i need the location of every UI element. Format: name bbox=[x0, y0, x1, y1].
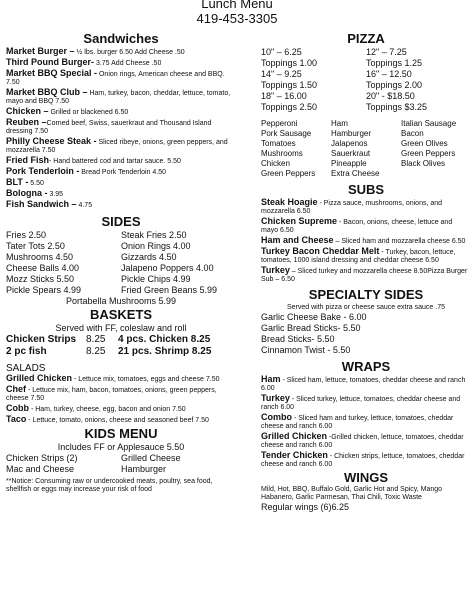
menu-cell: Jalapeno Poppers 4.00 bbox=[121, 263, 214, 273]
menu-cell: 18" – 16.00 bbox=[261, 91, 307, 101]
menu-cell: Toppings 2.50 bbox=[261, 102, 318, 112]
kids-heading: KIDS MENU bbox=[84, 426, 158, 441]
item-name: Tender Chicken bbox=[261, 450, 328, 460]
specialty-item: Garlic Cheese Bake - 6.00 bbox=[261, 312, 367, 322]
basket-price: 8.25 bbox=[86, 346, 106, 357]
item-name: Combo bbox=[261, 412, 292, 422]
menu-cell: Bacon bbox=[401, 129, 424, 138]
basket-row bbox=[6, 346, 236, 358]
pizza-toppings bbox=[261, 119, 471, 179]
item-description: - Ham, turkey, cheese, egg, bacon and onion 7.50 bbox=[29, 406, 186, 413]
menu-item bbox=[6, 167, 236, 177]
menu-cell: Jalapenos bbox=[331, 139, 368, 148]
item-name: Ham and Cheese bbox=[261, 235, 334, 245]
item-description: Sliced ribeye, onions, green peppers, and mozzarella 7.50 bbox=[6, 139, 228, 154]
item-name: Market BBQ Club – bbox=[6, 87, 88, 97]
menu-row bbox=[261, 169, 471, 179]
menu-cell: Sauerkraut bbox=[331, 149, 371, 158]
menu-cell: 14" – 9.25 bbox=[261, 69, 302, 79]
pizza-heading: PIZZA bbox=[347, 31, 385, 46]
item-description: - Sliced turkey, lettuce, tomatoes, cheddar cheese and ranch 6.00 bbox=[261, 396, 461, 411]
menu-cell: Toppings 1.25 bbox=[366, 58, 423, 68]
menu-row bbox=[261, 91, 471, 102]
item-description: – Sliced turkey and mozzarella cheese 8.50Pizza Burger Sub – 6.50 bbox=[261, 268, 468, 283]
kids-list bbox=[6, 453, 236, 475]
item-description: - Lettuce, tomato, onions, cheese and seasoned beef 7.50 bbox=[26, 417, 209, 424]
menu-cell: Green Olives bbox=[401, 139, 448, 148]
menu-item bbox=[6, 189, 236, 199]
menu-item bbox=[261, 413, 471, 431]
menu-item bbox=[6, 200, 236, 210]
basket-item: Chicken Strips bbox=[6, 334, 77, 345]
item-description: 3.95 bbox=[47, 191, 64, 198]
menu-cell: 20" - $18.50 bbox=[366, 91, 415, 101]
item-description: - Sliced ham, lettuce, tomatoes, cheddar cheese and ranch 6.00 bbox=[261, 377, 466, 392]
food-safety-notice: **Notice: Consuming raw or undercooked meats, poultry, sea food, shellfish or eggs may increase your risk of food bbox=[6, 478, 213, 493]
menu-item bbox=[261, 198, 471, 216]
menu-cell: Tomatoes bbox=[261, 139, 296, 148]
menu-cell: Fried Green Beans 5.99 bbox=[121, 285, 218, 295]
salads-heading: SALADS bbox=[6, 363, 46, 374]
menu-row bbox=[6, 263, 236, 274]
phone-number: 419-453-3305 bbox=[196, 11, 278, 26]
menu-row bbox=[6, 252, 236, 263]
wraps-heading: WRAPS bbox=[341, 359, 391, 374]
menu-cell: Mac and Cheese bbox=[6, 464, 75, 474]
item-name: Cobb bbox=[6, 403, 29, 413]
menu-item bbox=[6, 137, 236, 155]
specialty-item: Garlic Bread Sticks- 5.50 bbox=[261, 323, 361, 333]
item-name: Third Pound Burger- bbox=[6, 57, 94, 67]
menu-item bbox=[261, 432, 471, 450]
item-name: Steak Hoagie bbox=[261, 197, 318, 207]
item-name: Chicken Supreme bbox=[261, 216, 338, 226]
item-description: 3.75 Add Cheese .50 bbox=[94, 60, 162, 67]
item-description: 5.50 bbox=[28, 180, 44, 187]
item-description: – Sliced ham and mozzarella cheese 6.50 bbox=[333, 238, 466, 245]
pizza-sizes bbox=[261, 47, 471, 113]
menu-cell: Toppings $3.25 bbox=[366, 102, 428, 112]
menu-item bbox=[261, 236, 471, 246]
menu-cell: Black Olives bbox=[401, 159, 446, 168]
menu-cell: Mushrooms bbox=[261, 149, 303, 158]
menu-cell: Mushrooms 4.50 bbox=[6, 252, 74, 262]
menu-cell: Gizzards 4.50 bbox=[121, 252, 177, 262]
item-description: - Pizza sauce, mushrooms, onions, and mozzarella 6.50 bbox=[261, 200, 443, 215]
item-name: Chef bbox=[6, 384, 26, 394]
subs-heading: SUBS bbox=[347, 182, 385, 197]
sandwich-list bbox=[6, 47, 236, 210]
item-description: - Turkey, bacon, lettuce, tomatoes, 1000 island dressing and cheddar cheese 6.50 bbox=[261, 249, 456, 264]
menu-cell: Grilled Cheese bbox=[121, 453, 181, 463]
item-name: Reuben – bbox=[6, 117, 47, 127]
wings-heading: WINGS bbox=[343, 470, 389, 485]
basket-row bbox=[6, 334, 236, 346]
sides-last-item: Portabella Mushrooms 5.99 bbox=[65, 296, 177, 306]
menu-cell: 10" – 6.25 bbox=[261, 47, 302, 57]
menu-item bbox=[6, 385, 236, 403]
item-name: Grilled Chicken bbox=[261, 431, 328, 441]
sides-heading: SIDES bbox=[101, 214, 141, 229]
menu-item bbox=[261, 394, 471, 412]
menu-row bbox=[261, 58, 471, 69]
item-name: Turkey bbox=[261, 265, 290, 275]
sides-list bbox=[6, 230, 236, 296]
item-name: Chicken – bbox=[6, 106, 49, 116]
basket-item: 2 pc fish bbox=[6, 346, 47, 357]
menu-row bbox=[6, 285, 236, 296]
subs-list bbox=[261, 198, 471, 284]
menu-cell: Pork Sausage bbox=[261, 129, 312, 138]
wraps-list bbox=[261, 375, 471, 469]
item-description: ½ lbs. burger 6.50 Add Cheese .50 bbox=[74, 49, 185, 56]
item-description: - Hand battered cod and tartar sauce. 5.50 bbox=[49, 158, 181, 165]
item-name: Market Burger – bbox=[6, 46, 75, 56]
menu-cell: Toppings 1.50 bbox=[261, 80, 318, 90]
item-description: Corned beef, Swiss, sauerkraut and Thousand Island dressing 7.50 bbox=[6, 120, 212, 135]
baskets-heading: BASKETS bbox=[89, 307, 153, 322]
menu-item bbox=[6, 404, 236, 414]
menu-row bbox=[261, 159, 471, 169]
item-name: Turkey bbox=[261, 393, 290, 403]
item-name: Market BBQ Special - bbox=[6, 68, 98, 78]
menu-cell: 12" – 7.25 bbox=[366, 47, 407, 57]
item-description: - Chicken strips, lettuce, tomatoes, cheddar cheese and ranch 6.00 bbox=[261, 453, 465, 468]
menu-cell: Chicken bbox=[261, 159, 290, 168]
menu-cell: Toppings 2.00 bbox=[366, 80, 423, 90]
menu-item bbox=[6, 415, 236, 425]
menu-cell: Pepperoni bbox=[261, 119, 298, 128]
menu-cell: Cheese Balls 4.00 bbox=[6, 263, 80, 273]
menu-row bbox=[261, 119, 471, 129]
item-name: Turkey Bacon Cheddar Melt bbox=[261, 246, 380, 256]
menu-row bbox=[6, 453, 236, 464]
menu-item bbox=[6, 47, 236, 57]
wings-regular: Regular wings (6)6.25 bbox=[261, 502, 350, 512]
menu-item bbox=[261, 266, 471, 284]
left-column bbox=[6, 31, 236, 494]
item-name: Fish Sandwich – bbox=[6, 199, 77, 209]
menu-item bbox=[6, 374, 236, 384]
menu-row bbox=[261, 102, 471, 113]
menu-cell: Pineapple bbox=[331, 159, 367, 168]
menu-cell: Hamburger bbox=[331, 129, 372, 138]
menu-cell: Steak Fries 2.50 bbox=[121, 230, 187, 240]
menu-cell: Chicken Strips (2) bbox=[6, 453, 78, 463]
item-description: - Bacon, onions, cheese, lettuce and mayo 6.50 bbox=[261, 219, 453, 234]
menu-row bbox=[261, 129, 471, 139]
menu-cell bbox=[401, 169, 471, 179]
menu-item bbox=[6, 178, 236, 188]
menu-cell: Fries 2.50 bbox=[6, 230, 47, 240]
salads-list bbox=[6, 374, 236, 425]
menu-row bbox=[6, 464, 236, 475]
item-name: Grilled Chicken bbox=[6, 373, 73, 383]
menu-item bbox=[261, 247, 471, 265]
wings-flavors: Mild, Hot, BBQ, Buffalo Gold, Garlic Hot and Spicy, Mango Habanero, Garlic Parmesan, Thai Chili, Toxic Waste bbox=[261, 486, 443, 501]
menu-item bbox=[6, 118, 236, 136]
item-description: Ham, turkey, bacon, cheddar, lettuce, tomato, mayo and BBQ 7.50 bbox=[6, 90, 231, 105]
menu-item bbox=[6, 107, 236, 117]
item-description: - Lettuce mix, tomatoes, eggs and cheese 7.50 bbox=[72, 376, 220, 383]
menu-item bbox=[261, 375, 471, 393]
menu-cell: Pickle Spears 4.99 bbox=[6, 285, 82, 295]
menu-row bbox=[6, 274, 236, 285]
menu-cell: Ham bbox=[331, 119, 348, 128]
menu-item bbox=[6, 156, 236, 166]
menu-item bbox=[261, 217, 471, 235]
basket-price: 8.25 bbox=[86, 334, 106, 345]
specialty-item: Bread Sticks- 5.50 bbox=[261, 334, 335, 344]
menu-cell: 16" – 12.50 bbox=[366, 69, 412, 79]
item-description: 4.75 bbox=[76, 202, 93, 209]
menu-row bbox=[6, 241, 236, 252]
sandwiches-heading: Sandwiches bbox=[83, 31, 159, 46]
menu-title: Lunch Menu bbox=[201, 0, 273, 11]
menu-cell: Hamburger bbox=[121, 464, 167, 474]
baskets-list bbox=[6, 334, 236, 358]
menu-row bbox=[261, 149, 471, 159]
menu-row bbox=[261, 80, 471, 91]
item-description: -Grilled chicken, lettuce, tomatoes, cheddar cheese and ranch 6.00 bbox=[261, 434, 464, 449]
menu-row bbox=[261, 69, 471, 80]
menu-cell: Green Peppers bbox=[261, 169, 316, 178]
specialty-list bbox=[261, 312, 471, 356]
menu-row bbox=[6, 230, 236, 241]
menu-cell: Mozz Sticks 5.50 bbox=[6, 274, 75, 284]
item-description: Bread Pork Tenderloin 4.50 bbox=[79, 169, 166, 176]
menu-row bbox=[261, 139, 471, 149]
item-name: Ham bbox=[261, 374, 281, 384]
specialty-subtitle: Served with pizza or cheese sauce extra sauce .75 bbox=[287, 304, 445, 311]
menu-item bbox=[6, 58, 236, 68]
item-description: - Sliced ham and turkey, lettuce, tomatoes, cheddar cheese and ranch 6.00 bbox=[261, 415, 454, 430]
item-name: BLT - bbox=[6, 177, 29, 187]
item-name: Taco bbox=[6, 414, 27, 424]
menu-item bbox=[6, 69, 236, 87]
specialty-heading: SPECIALTY SIDES bbox=[308, 287, 424, 302]
specialty-item: Cinnamon Twist - 5.50 bbox=[261, 345, 351, 355]
baskets-subtitle: Served with FF, coleslaw and roll bbox=[55, 323, 187, 333]
item-name: Pork Tenderloin - bbox=[6, 166, 80, 176]
item-name: Bologna - bbox=[6, 188, 48, 198]
basket-item: 4 pcs. Chicken 8.25 bbox=[118, 334, 211, 345]
item-name: Fried Fish bbox=[6, 155, 50, 165]
item-description: Onion rings, American cheese and BBQ. 7.50 bbox=[6, 71, 225, 86]
menu-cell: Onion Rings 4.00 bbox=[121, 241, 191, 251]
menu-cell: Pickle Chips 4.99 bbox=[121, 274, 191, 284]
menu-cell: Toppings 1.00 bbox=[261, 58, 318, 68]
menu-item bbox=[6, 88, 236, 106]
menu-cell: Italian Sausage bbox=[401, 119, 457, 128]
item-description: Grilled or blackened 6.50 bbox=[48, 109, 129, 116]
basket-item: 21 pcs. Shrimp 8.25 bbox=[118, 346, 212, 357]
menu-cell: Tater Tots 2.50 bbox=[6, 241, 65, 251]
kids-subtitle: Includes FF or Applesauce 5.50 bbox=[57, 442, 185, 452]
item-description: - Lettuce mix, ham, bacon, tomatoes, onions, green peppers, cheese 7.50 bbox=[6, 387, 217, 402]
right-column bbox=[261, 31, 471, 513]
menu-item bbox=[261, 451, 471, 469]
item-name: Philly Cheese Steak - bbox=[6, 136, 97, 146]
menu-cell: Green Peppers bbox=[401, 149, 456, 158]
menu-cell: Extra Cheese bbox=[331, 169, 380, 178]
menu-row bbox=[261, 47, 471, 58]
